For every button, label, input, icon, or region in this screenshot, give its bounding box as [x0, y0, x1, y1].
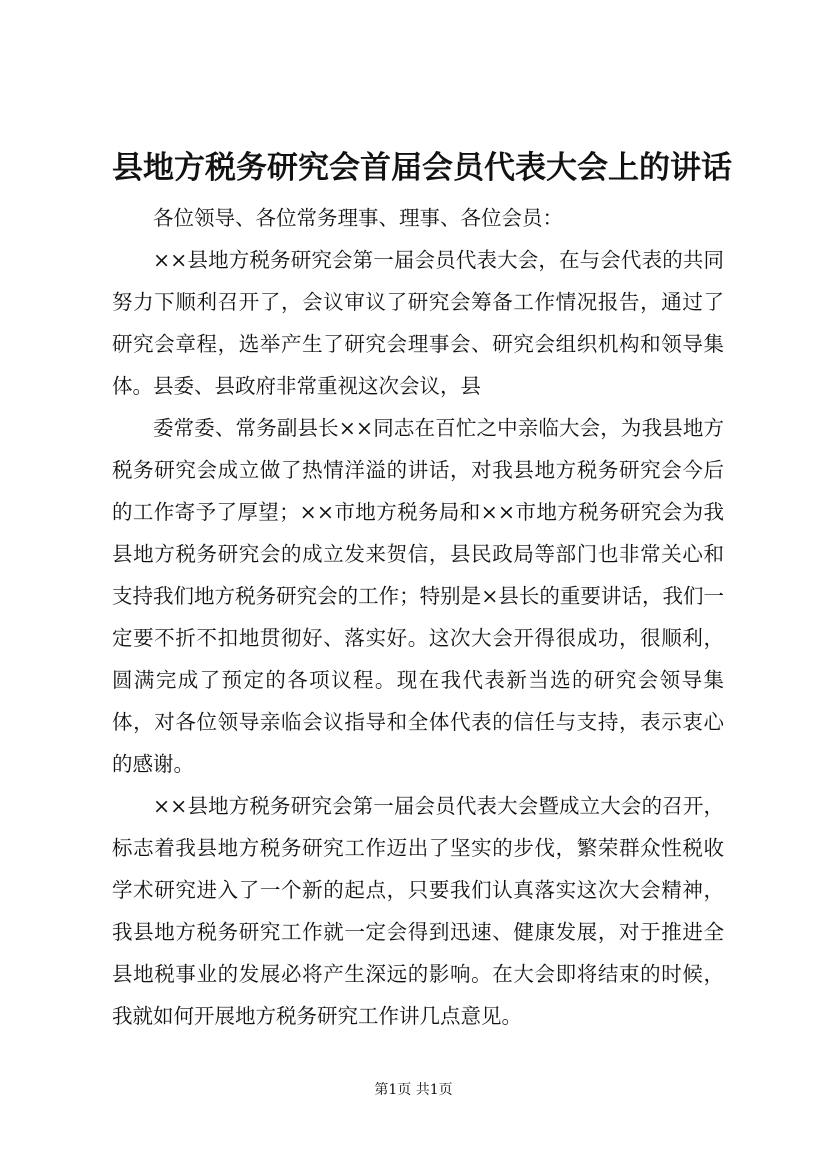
document-title: 县地方税务研究会首届会员代表大会上的讲话 [112, 150, 732, 186]
page-footer: 第1页 共1页 [374, 1082, 453, 1098]
paragraph-2: 委常委、常务副县长××同志在百忙之中亲临大会，为我县地方税务研究会成立做了热情洋溢的讲话，对我县地方税务研究会今后的工作寄予了厚望；××市地方税务局和××市地方税务研究会为我县地方税务研究会的成立发来贺信，县民政局等部门也非常关心和支持我们地方税务研究会的工作；特别是×县长的重要讲话，我们一定要不折不扣地贯彻好、落实好。这次大会开得很成功，很顺利，圆满完成了预定的各项议程。现在我代表新当选的研究会领导集体，对各位领导亲临会议指导和全体代表的信任与支持，表示衷心的感谢。 [112, 416, 724, 776]
paragraph-1: ××县地方税务研究会第一届会员代表大会，在与会代表的共同努力下顺利召开了，会议审议了研究会筹备工作情况报告，通过了研究会章程，选举产生了研究会理事会、研究会组织机构和领导集体。县委、县政府非常重视这次会议，县 [112, 248, 724, 398]
salutation: 各位领导、各位常务理事、理事、各位会员： [153, 206, 563, 230]
paragraph-3: ××县地方税务研究会第一届会员代表大会暨成立大会的召开，标志着我县地方税务研究工作迈出了坚实的步伐，繁荣群众性税收学术研究进入了一个新的起点，只要我们认真落实这次大会精神，我县地方税务研究工作就一定会得到迅速、健康发展，对于推进全县地税事业的发展必将产生深远的影响。在大会即将结束的时候，我就如何开展地方税务研究工作讲几点意见。 [112, 794, 724, 1028]
document-body [112, 197, 724, 1037]
